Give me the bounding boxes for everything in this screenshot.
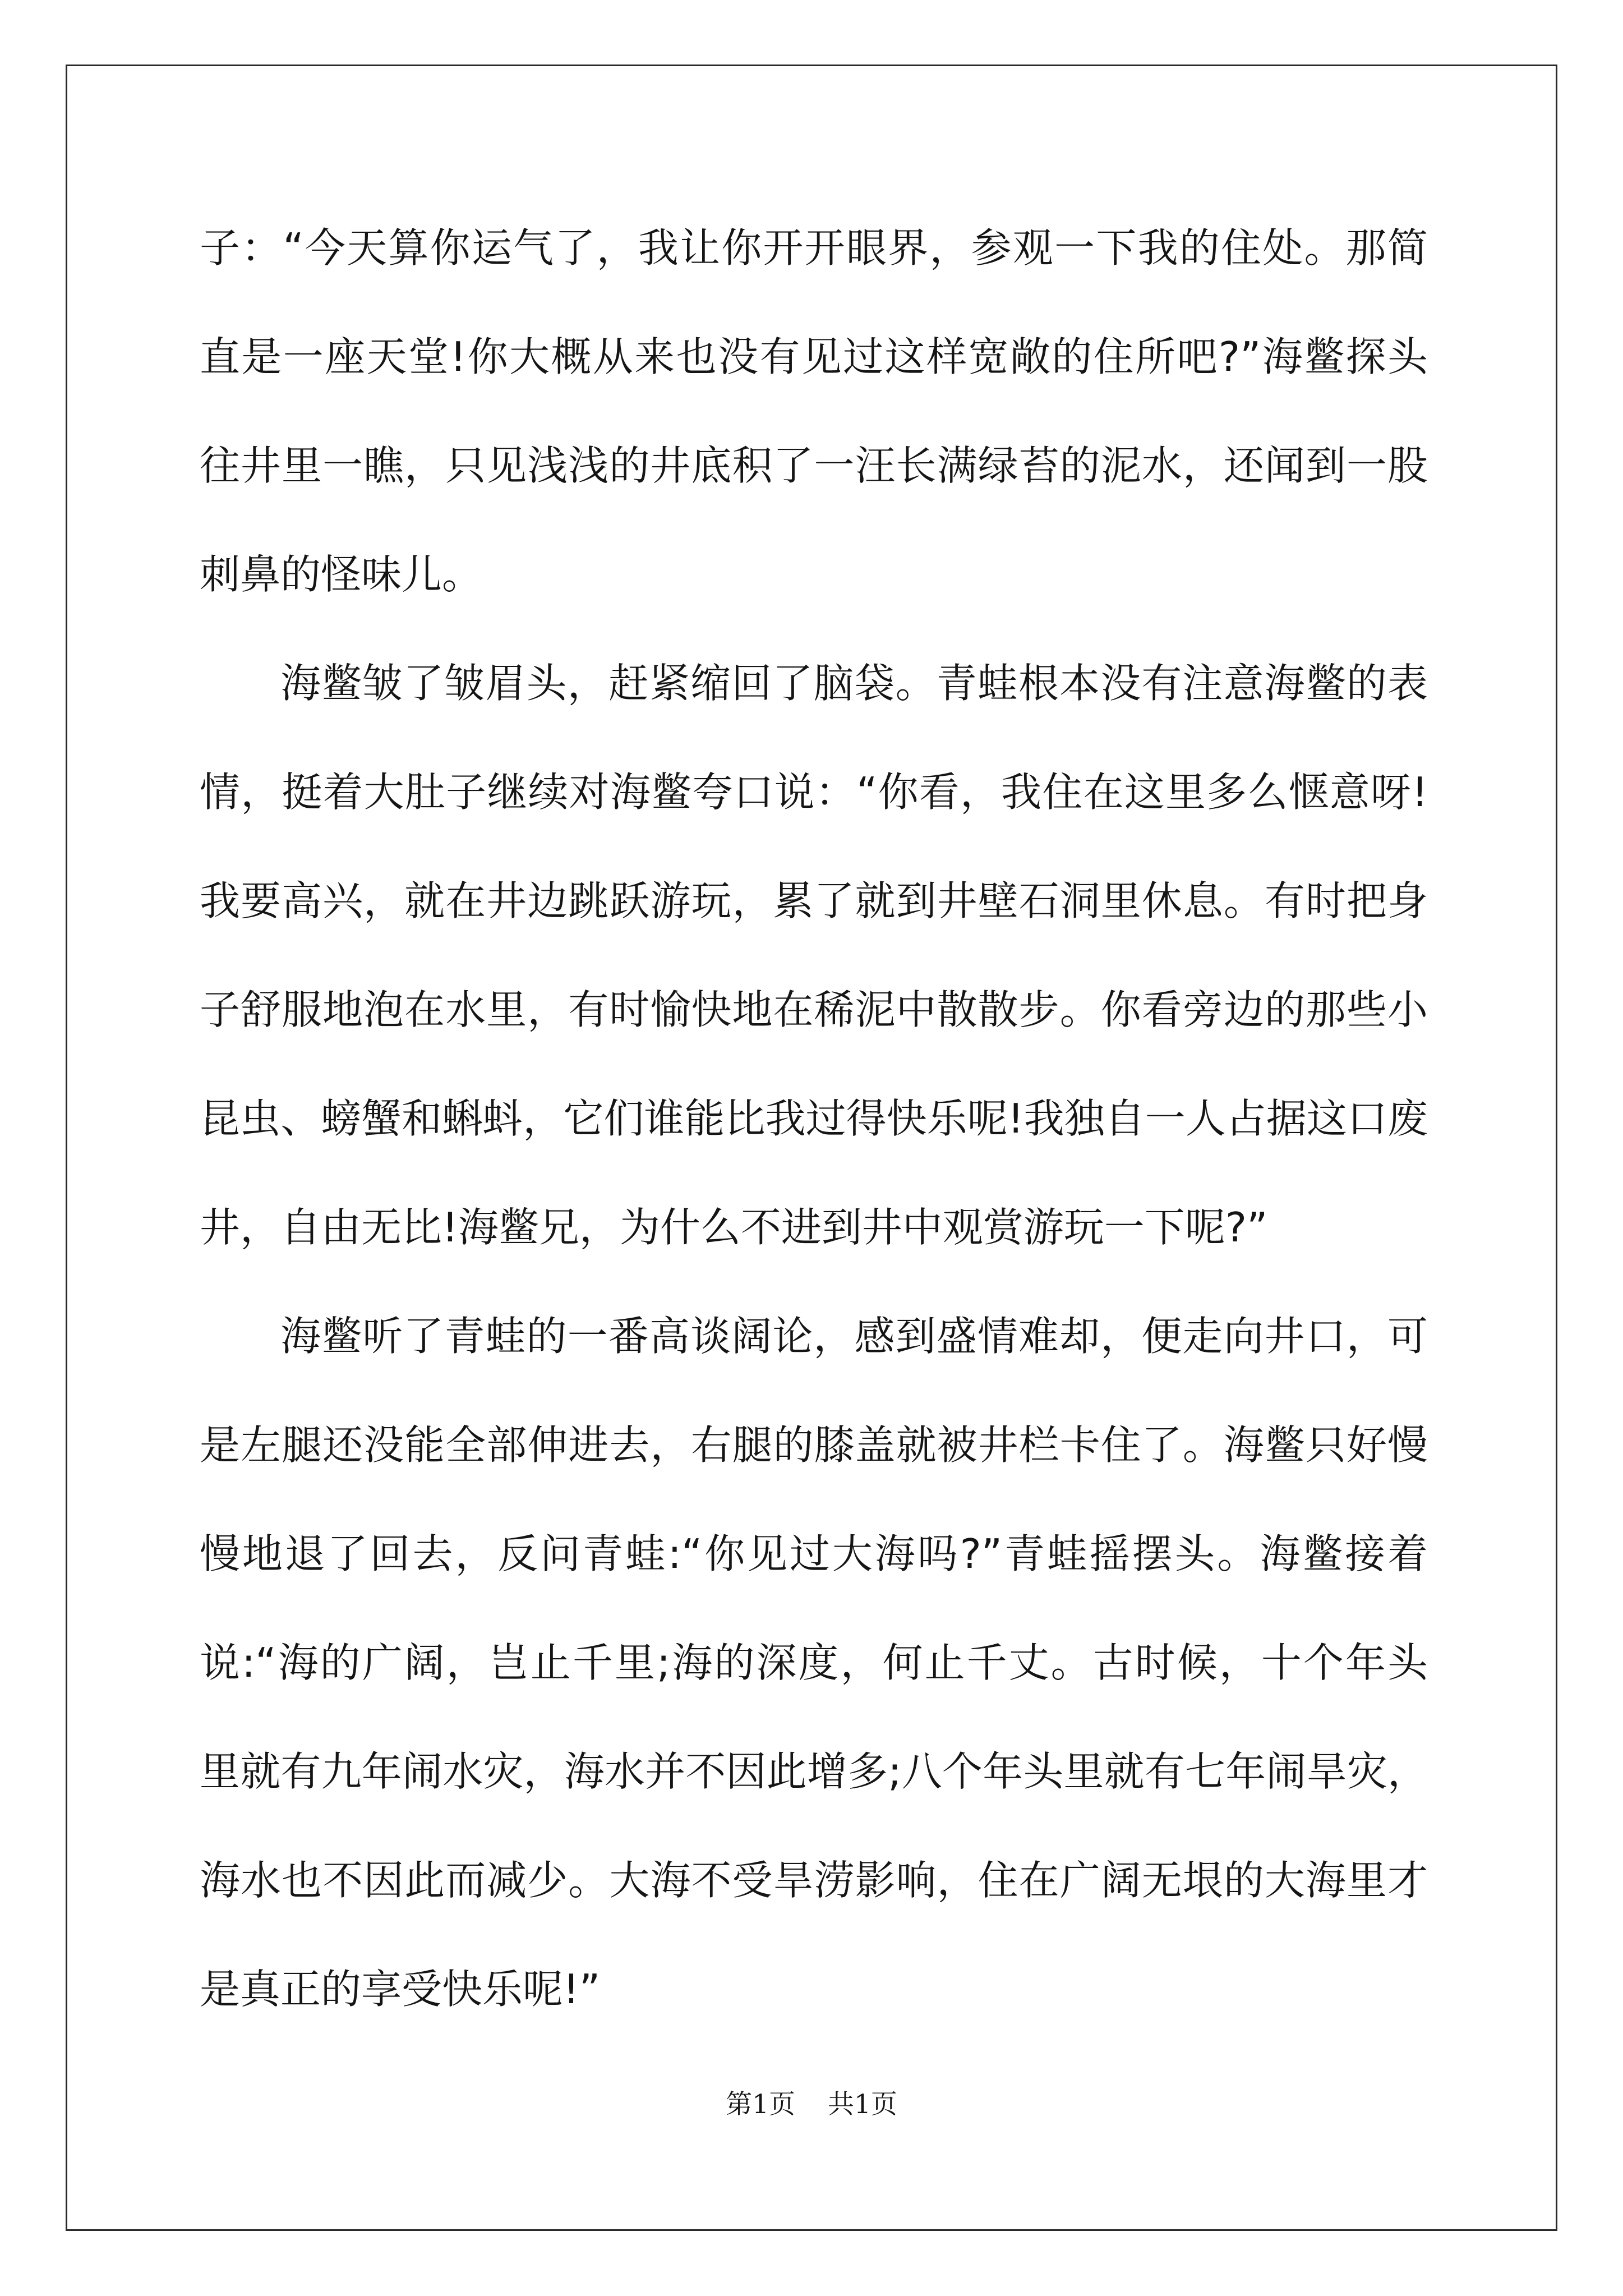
- text-line: 是真正的享受快乐呢!”: [200, 1966, 601, 2013]
- text-line: 我要高兴，就在井边跳跃游玩，累了就到井壁石洞里休息。有时把身: [200, 877, 1428, 924]
- text-line: 慢地退了回去，反问青蛙:“你见过大海吗?”青蛙摇摆头。海鳖接着: [200, 1530, 1428, 1577]
- text-line: 情，挺着大肚子继续对海鳖夸口说：“你看，我住在这里多么惬意呀!: [200, 769, 1428, 816]
- text-line: 海水也不因此而减少。大海不受旱涝影响，住在广阔无垠的大海里才: [200, 1857, 1428, 1904]
- text-line: 海鳖听了青蛙的一番高谈阔论，感到盛情难却，便走向井口，可: [280, 1313, 1428, 1360]
- document-body: [200, 210, 1428, 2060]
- text-line: 子：“今天算你运气了，我让你开开眼界，参观一下我的住处。那简: [200, 224, 1428, 272]
- page-count: 共1页: [828, 2089, 897, 2120]
- text-line: 里就有九年闹水灾，海水并不因此增多;八个年头里就有七年闹旱灾，: [200, 1748, 1428, 1795]
- text-line: 昆虫、螃蟹和蝌蚪，它们谁能比我过得快乐呢!我独自一人占据这口废: [200, 1095, 1428, 1142]
- text-line: 刺鼻的怪味儿。: [200, 551, 483, 598]
- text-line: 说:“海的广阔，岂止千里;海的深度，何止千丈。古时候，十个年头: [200, 1639, 1428, 1686]
- text-line: 子舒服地泡在水里，有时愉快地在稀泥中散散步。你看旁边的那些小: [200, 986, 1428, 1033]
- text-line: 海鳖皱了皱眉头，赶紧缩回了脑袋。青蛙根本没有注意海鳖的表: [280, 660, 1428, 707]
- text-line: 是左腿还没能全部伸进去，右腿的膝盖就被井栏卡住了。海鳖只好慢: [200, 1421, 1428, 1469]
- page-footer: [0, 2088, 1623, 2122]
- page-number: 第1页: [726, 2089, 795, 2120]
- text-line: 直是一座天堂!你大概从来也没有见过这样宽敞的住所吧?”海鳖探头: [200, 333, 1428, 380]
- text-line: 往井里一瞧，只见浅浅的井底积了一汪长满绿苔的泥水，还闻到一股: [200, 442, 1428, 489]
- text-line: 井，自由无比!海鳖兄，为什么不进到井中观赏游玩一下呢?”: [200, 1204, 1268, 1251]
